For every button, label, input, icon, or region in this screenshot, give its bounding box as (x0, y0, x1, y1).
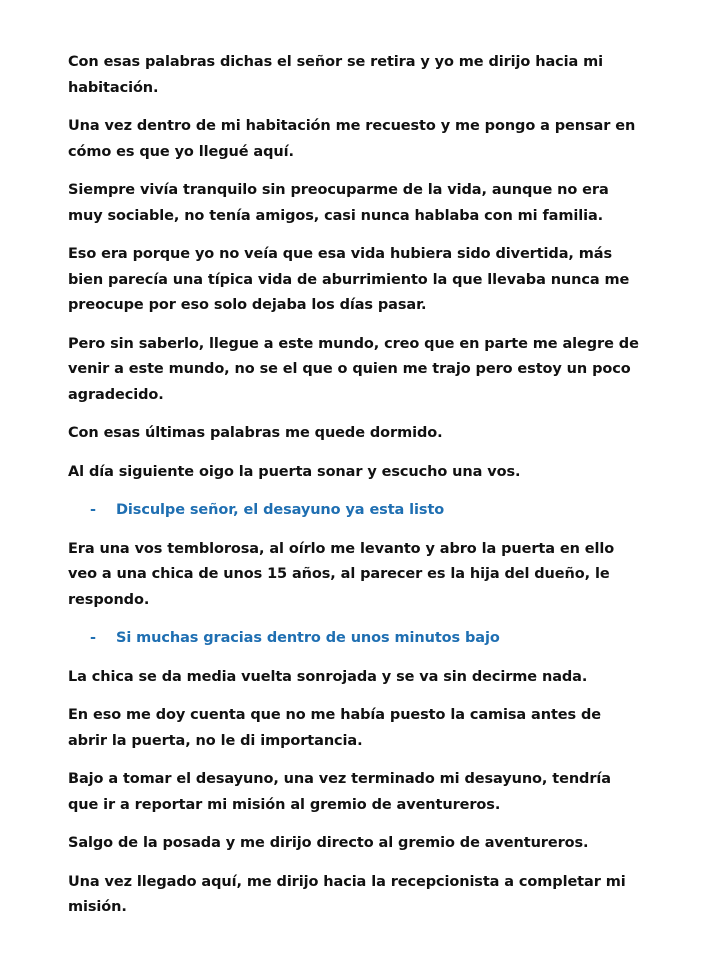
dialogue-text: Si muchas gracias dentro de unos minutos bajo (116, 630, 500, 646)
dialogue-dash: - (90, 502, 96, 518)
paragraph: Siempre vivía tranquilo sin preocuparme de la vida, aunque no era muy sociable, no tenía amigos, casi nunca hablaba con mi familia. (68, 182, 609, 224)
paragraph: Una vez llegado aquí, me dirijo hacia la recepcionista a completar mi misión. (68, 873, 626, 915)
paragraph: La chica se da media vuelta sonrojada y se va sin decirme nada. (68, 668, 588, 685)
paragraph: Pero sin saberlo, llegue a este mundo, creo que en parte me alegre de venir a este mundo, no se el que o quien me trajo pero estoy un poco agradecido. (68, 335, 639, 403)
paragraph: Con esas últimas palabras me quede dormido. (68, 425, 443, 441)
dialogue-line (68, 626, 641, 652)
dialogue-dash: - (90, 630, 96, 646)
paragraph: Al día siguiente oigo la puerta sonar y escucho una vos. (68, 463, 521, 480)
paragraph: Una vez dentro de mi habitación me recuesto y me pongo a pensar en cómo es que yo llegué aquí. (68, 118, 636, 160)
paragraph: Eso era porque yo no veía que esa vida hubiera sido divertida, más bien parecía una típica vida de aburrimiento la que llevaba nunca me preocupe por eso solo dejaba los días pasar. (68, 246, 630, 313)
paragraph: Bajo a tomar el desayuno, una vez terminado mi desayuno, tendría que ir a reportar mi misión al gremio de aventureros. (68, 771, 611, 813)
dialogue-text: Disculpe señor, el desayuno ya esta listo (116, 502, 445, 518)
paragraph: Con esas palabras dichas el señor se retira y yo me dirijo hacia mi habitación. (68, 54, 604, 96)
paragraph: En eso me doy cuenta que no me había puesto la camisa antes de abrir la puerta, no le di importancia. (68, 707, 602, 749)
dialogue-line (68, 498, 641, 524)
paragraph: Salgo de la posada y me dirijo directo al gremio de aventureros. (68, 835, 589, 851)
paragraph: Era una vos temblorosa, al oírlo me levanto y abro la puerta en ello veo a una chica de unos 15 años, al parecer es la hija del dueño, le respondo. (68, 540, 615, 608)
